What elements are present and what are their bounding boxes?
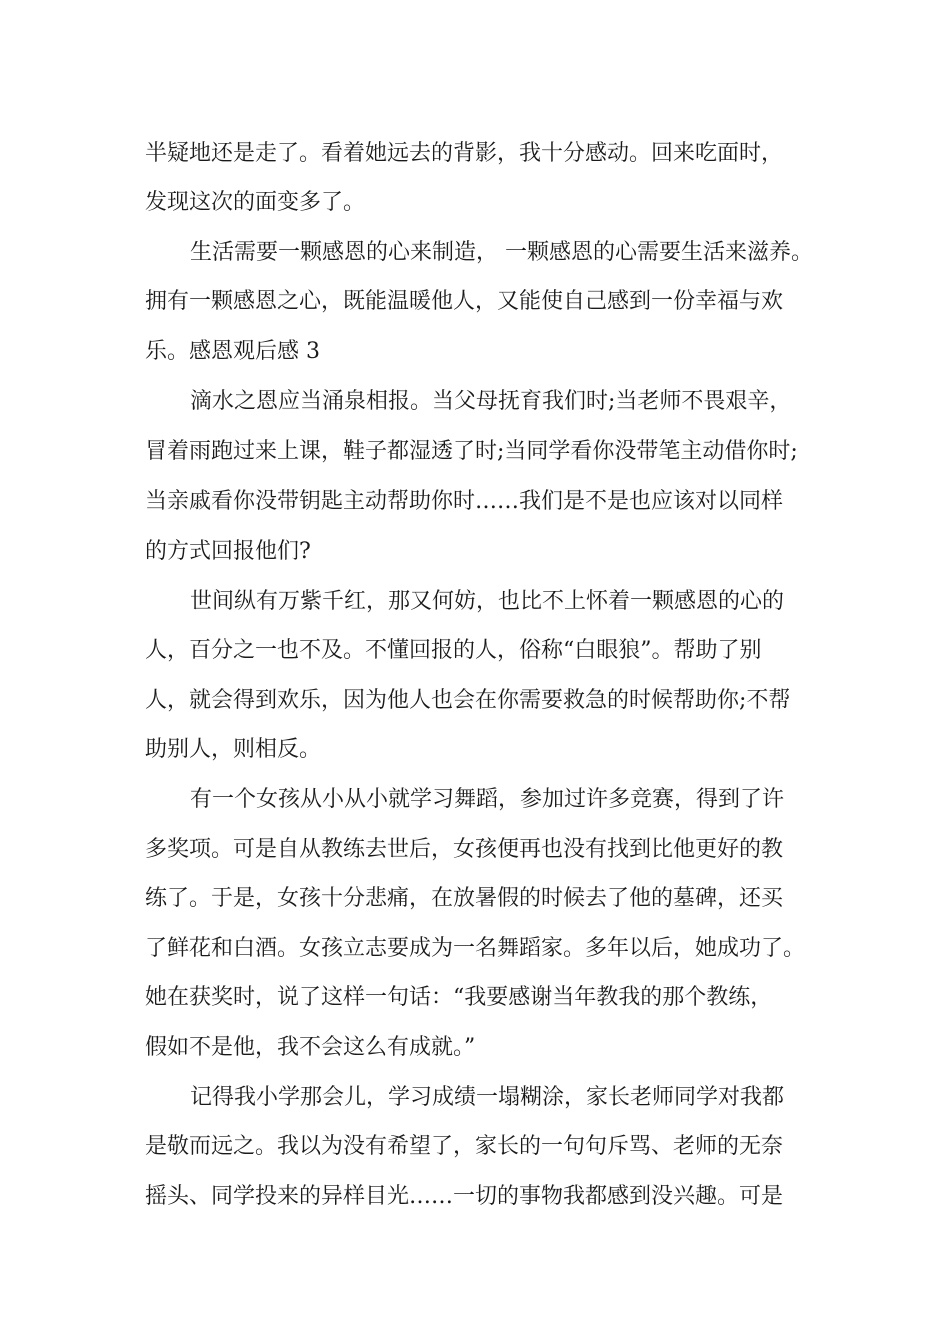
text-line: 假如不是他，我不会这么有成就。”: [145, 1035, 476, 1060]
text-line: 的方式回报他们?: [145, 539, 311, 564]
section-heading-line: 乐。感恩观后感 3: [145, 339, 320, 364]
text-line: 拥有一颗感恩之心，既能温暖他人，又能使自己感到一份幸福与欢: [145, 289, 784, 314]
paragraph-first-line: 滴水之恩应当涌泉相报。当父母抚育我们时;当老师不畏艰辛，: [190, 389, 792, 414]
paragraph-first-line: 记得我小学那会儿，学习成绩一塌糊涂，家长老师同学对我都: [190, 1085, 785, 1110]
text-line: 练了。于是，女孩十分悲痛，在放暑假的时候去了他的墓碑，还买: [145, 886, 784, 911]
text-line: 了鲜花和白酒。女孩立志要成为一名舞蹈家。多年以后，她成功了。: [145, 936, 806, 961]
paragraph-first-line: 世间纵有万紫千红，那又何妨，也比不上怀着一颗感恩的心的: [190, 589, 785, 614]
text-line: 多奖项。可是自从教练去世后，女孩便再也没有找到比他更好的教: [145, 837, 784, 862]
text-line: 人，就会得到欢乐，因为他人也会在你需要救急的时候帮助你;不帮: [145, 688, 791, 713]
text-line: 人，百分之一也不及。不懂回报的人，俗称“白眼狼”。帮助了别: [145, 638, 762, 663]
text-line: 冒着雨跑过来上课，鞋子都湿透了时;当同学看你没带笔主动借你时;: [145, 439, 798, 464]
text-line: 是敬而远之。我以为没有希望了，家长的一句句斥骂、老师的无奈: [145, 1134, 784, 1159]
text-line: 发现这次的面变多了。: [145, 190, 366, 215]
paragraph-first-line: 有一个女孩从小从小就学习舞蹈，参加过许多竞赛，得到了许: [190, 787, 785, 812]
text-line: 助别人，则相反。: [145, 737, 322, 762]
text-line: 摇头、同学投来的异样目光……一切的事物我都感到没兴趣。可是: [145, 1184, 784, 1209]
paragraph-first-line: 生活需要一颗感恩的心来制造， 一颗感恩的心需要生活来滋养。: [190, 240, 813, 265]
text-line: 当亲戚看你没带钥匙主动帮助你时……我们是不是也应该对以同样: [145, 489, 784, 514]
text-line: 她在获奖时，说了这样一句话：“我要感谢当年教我的那个教练，: [145, 985, 773, 1010]
text-line: 半疑地还是走了。看着她远去的背影，我十分感动。回来吃面时，: [145, 141, 784, 166]
